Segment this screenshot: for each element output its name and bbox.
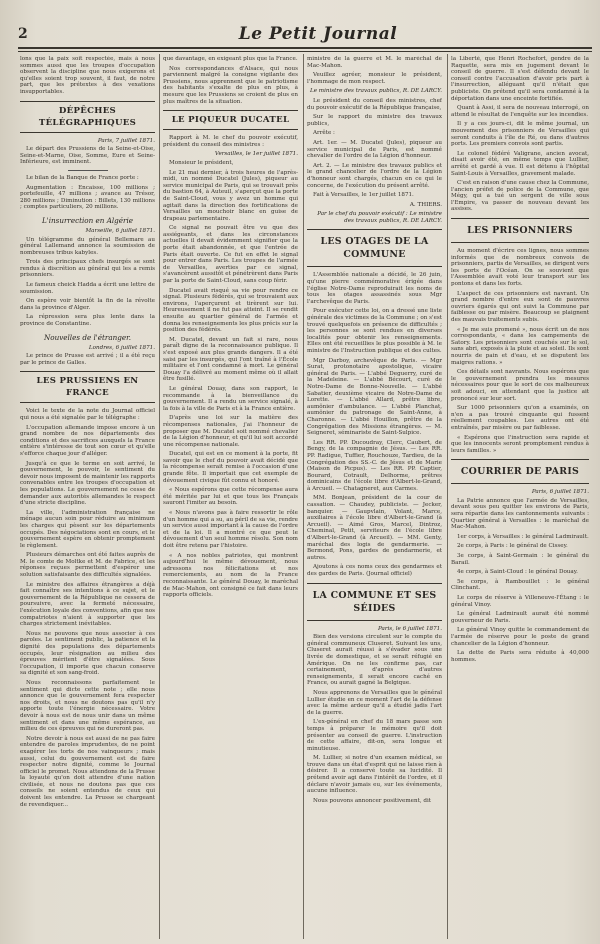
- paragraph: Le président du conseil des ministres, chef du pouvoir exécutif de la République française,: [307, 97, 442, 111]
- section-title-courrier: COURRIER DE PARIS: [451, 459, 589, 484]
- paragraph: Le général Ladmirault aurait été nommé gouverneur de Paris.: [451, 611, 589, 624]
- paragraph: On espère voir bientôt la fin de la révolte dans la province d'Alger.: [20, 298, 155, 311]
- paragraph: Ces détails sont navrants. Nous espérons que le gouvernement prendra les mesures nécessaires pour que le sort de ces malheureux soit adouci, en attendant que la justice ait prononcé sur leur sort.: [451, 369, 589, 402]
- paragraph: Ajoutons à ces noms ceux des gendarmes et des gardes de Paris. (Journal officiel): [307, 564, 442, 577]
- section-title-otages: LES OTAGES DE LA COMMUNE: [307, 229, 442, 267]
- paragraph: Jusqu'à ce que le terme en soit arrivé, le gouvernement, le pouvoir, le sentiment du devoir nous imposent de maintenir les rapports convenables entre les troupes d'occupation et les populations. Le gouvernement ne cesse de demander aux autorités allemandes le respect d'une stricte discipline.: [20, 460, 155, 507]
- column-1: [20, 56, 155, 936]
- paragraph: la Liberté, que Henri Rochefort, gendre de la Raquette, sera mis en jugement devant le conseil de guerre. Il s'est défendu devant le conseil contre l'accusation d'avoir pris part à l'insurrection, alléguant qu'il n'était que publiciste. On prétend qu'il sera condamné à la déportation dans une enceinte fortifiée.: [451, 56, 589, 102]
- paragraph: Il y a ces jours-ci, dit le même journal, un mouvement des prisonniers de Versailles qui seront conduits à l'île de Ré, ou dans d'autres ports. Les premiers convois sont partis.: [451, 121, 589, 148]
- paragraph: Veuillez agréer, monsieur le président, l'hommage de mon respect.: [307, 72, 442, 85]
- paragraph: 4e corps, à Saint-Cloud : le général Douay.: [457, 569, 578, 576]
- paragraph: D'après une loi sur la matière des récompenses nationales, j'ai l'honneur de proposer que M. Ducatel soit nommé chevalier de la Légion d'honneur, et qu'il lui soit accordé une récompense nationale.: [163, 415, 298, 448]
- paragraph: Art. 2. — Le ministre des travaux publics et le grand chancelier de l'ordre de la Légion d'honneur sont chargés, chacun en ce qui le concerne, de l'exécution du présent arrêté.: [307, 162, 442, 189]
- paragraph: Quant à Assi, il sera de nouveau interrogé, on attend le résultat de l'enquête sur les incendies.: [451, 105, 589, 118]
- paragraph: Pour exécuter cette loi, on a dressé une liste générale des victimes de la Commune ; on s'est trouvé quelquefois en présence de difficultés ; les personnes se sont rendues en diverses localités pour obtenir les renseignements. Elles ont été recueillies le plus possible à M. le ministre de l'Instruction publique et des cultes.: [307, 308, 442, 354]
- paragraph: Ducatel avait risqué sa vie pour rendre ce signal. Plusieurs fédérés, qui se trouvaient aux environs, l'aperçurent et tirèrent sur lui. Heureusement il ne fut pas atteint. Il se rendit ensuite au quartier général de l'armée et donna les renseignements les plus précis sur la position des fédérés.: [163, 287, 298, 334]
- dateline: Paris, 7 juillet 1871.: [97, 137, 155, 144]
- paragraph: M. Ducatel, devant un fait si rare, nous paraît digne de la reconnaissance publique. Il s'est exposé aux plus grands dangers. Il a été saisi par les insurgés, qui l'ont traîné à l'École militaire et l'ont condamné à mort. Le général Douay l'a délivré au moment même où il allait être fusillé.: [163, 336, 298, 383]
- signature: Le ministre des travaux publics, R. DE LARCY.: [309, 88, 442, 95]
- paragraph: 3e corps, à Saint-Germain : le général du Barail.: [451, 553, 589, 566]
- paragraph: Voici le texte de la note du Journal officiel qui nous a été signalée par le télégraphe :: [20, 408, 155, 421]
- paragraph: La dette de Paris sera réduite à 40,000 hommes.: [451, 650, 589, 663]
- paragraph: Un télégramme du général Bellemare au général Lallemand annonce la soumission de nombreuses tribus kabyles.: [20, 236, 155, 256]
- paragraph: Le bilan de la Banque de France porte :: [26, 174, 139, 181]
- paragraph: La Patrie annonce que l'armée de Versailles, devant sous peu quitter les environs de Paris, sera répartie dans les cantonnements suivants : Quartier général à Versailles : le maréchal de Mac-Mahon.: [451, 497, 589, 531]
- masthead-title: Le Petit Journal: [238, 24, 398, 44]
- paragraph: Le 21 mai dernier, à trois heures de l'après-midi, un nommé Ducatel (Jules), piqueur au service municipal de Paris, qui se trouvait près du bastion 64, à Auteuil, s'aperçut que la porte de Saint-Cloud, vous y avez un homme qui agitait dans la direction des fortifications de Versailles un mouchoir blanc en guise de drapeau parlementaire.: [163, 169, 298, 222]
- subhead-algerie: L'insurrection en Algérie: [41, 215, 134, 225]
- paragraph: « Espérons que l'instruction sera rapide et que les innocents seront promptement rendus à leurs familles. »: [451, 434, 589, 454]
- dateline: Marseille, 6 juillet 1871.: [85, 227, 155, 234]
- column-3: [307, 56, 442, 936]
- paragraph: Ducatel, qui est en ce moment à la porte, fit savoir que le chef du pouvoir avait décidé que la récompense serait remise à l'occasion d'une grande fête. Il importait que cet exemple de dévouement civique fût connu et honoré.: [163, 451, 298, 484]
- paragraph: Le fameux cheick Hadda a écrit une lettre de soumission.: [20, 282, 155, 295]
- signature: Par le chef du pouvoir exécutif : Le ministre des travaux publics, R. DE LARCY.: [317, 211, 442, 224]
- paragraph: Le prince de Prusse est arrivé ; il a été reçu par le prince de Galles.: [20, 353, 155, 366]
- paragraph: L'occupation allemande impose encore à un grand nombre de nos départements des conditions et des sacrifices auxquels la France entière s'intéresse de tout son cœur et qu'elle s'efforce chaque jour d'alléger.: [20, 424, 155, 457]
- paragraph: L'Assemblée nationale a décidé, le 26 juin, qu'une pierre commémorative érigée dans l'église Notre-Dame reproduirait les noms de tous les otages assassinés sous Mgr l'archevêque de Paris.: [307, 272, 442, 305]
- paragraph: Plusieurs démarches ont été faites auprès de M. le comte de Moltke et M. de Fabrice, et les réponses reçues permettent d'espérer une solution satisfaisante des difficultés signalées.: [20, 552, 155, 579]
- dateline: Paris, 6 juillet 1871.: [531, 489, 589, 496]
- signature: A. THIERS.: [409, 201, 442, 208]
- paragraph: Nous apprenons de Versailles que le général Lullier étudie en ce moment l'art de la défense avec la même ardeur qu'il a étudié jadis l'art de la guerre.: [307, 689, 442, 716]
- paragraph: L'ex-général en chef du 18 mars passe son temps à préparer le mémoire qu'il doit présenter au conseil de guerre. L'instruction de cette affaire, dit-on, sera longue et minutieuse.: [307, 719, 442, 752]
- paragraph: MM. Bonjean, président de la cour de cassation. — Chaudey, publiciste. — Jecker, banquier. — Gaupvlain, Volant, Marce, auxiliaires à l'école libre d'Albert-le-Grand (à Arcueil). — Aimé Gros, Marcel, Dintroz, Cheminal, Petit, serviteurs de l'école libre d'Albert-le-Grand (à Arcueil). — MM. Genty, maréchal des logis de gendarmerie. — Bermond, Pons, gardes de gendarmerie, et autres.: [307, 495, 442, 561]
- paragraph: Le départ des Prussiens de la Seine-et-Oise, Seine-et-Marne, Oise, Somme, Eure et Seine-Inférieure, est imminent.: [20, 146, 155, 166]
- page-header: [18, 26, 592, 44]
- paragraph: Arrête :: [313, 130, 335, 137]
- paragraph: Notre devoir à nous est aussi de ne pas faire entendre de paroles imprudentes, de ne point exagérer les torts de nos vainqueurs ; mais aussi, celui du gouvernement est de faire respecter notre dignité, comme le Journal officiel le promet. Nous attendons de la Prusse la loyauté qu'on doit attendre d'une nation civilisée, et nous ne doutons pas que ces conseils ne soient entendus de ceux qui doivent les entendre. La Prusse se chargeant de revendiquer...: [20, 735, 155, 808]
- paragraph: Au moment d'écrire ces lignes, nous sommes informés que de nombreux convois de prisonniers, partis de Versailles, se dirigent vers les ports de l'Océan. On se souvient que l'Assemblée avait voté leur transport sur les pontons et dans les forts.: [451, 248, 589, 288]
- dateline: Paris, le 6 juillet 1871.: [377, 625, 442, 632]
- paragraph: Le général Vinoy quitte le commandement de l'armée de réserve pour le poste de grand chancelier de la Légion d'honneur.: [451, 627, 589, 647]
- paragraph: Ce signal ne pouvait être vu que des assiégeants, et dans les circonstances actuelles il devait évidemment signifier que la porte était abandonnée, et que l'entrée de Paris était ouverte. Ce fut en effet le signal pour entrer dans Paris. Les troupes de l'armée de Versailles, averties par ce signal, s'avancèrent aussitôt et pénétrèrent dans Paris par la porte de Saint-Cloud, sans coup férir.: [163, 225, 298, 285]
- paragraph: Nos correspondances d'Alsace, qui nous parviennent malgré la consigne vigilante des Prussiens, nous apprennent que le patriotisme des habitants s'exalte de plus en plus, à mesure que les Prussiens se croient de plus en plus maîtres de la situation.: [163, 65, 298, 105]
- paragraph: L'aspect de ces prisonniers est navrant. Un grand nombre d'entre eux sont de pauvres ouvriers égarés qui ont suivi la Commune par faiblesse ou par misère. Beaucoup se plaignent des mauvais traitements subis.: [451, 290, 589, 323]
- section-title-commune: LA COMMUNE ET SES SÉIDES: [307, 583, 442, 621]
- paragraph: Les RR. PP. Ducoudray, Clerc, Caubert, de Bengy, de la compagnie de Jésus. — Les RR. PP. Radigue, Tuffier, Rouchouze, Tardieu, de la Congrégation des SS.-C. de Jésus et de Marie (Maison de Picpus). — Les RR. PP. Captier, Bourard, Cotrault, Delhorme, prêtres dominicains de l'école libre d'Albert-le-Grand, à Arcueil. — Chatagneret, aux Carmes.: [307, 439, 442, 492]
- paragraph: Le corps de réserve à Villeneuve-l'Étang : le général Vinoy.: [451, 595, 589, 608]
- column-4: [451, 56, 589, 936]
- separator: [68, 170, 108, 171]
- paragraph: La répression sera plus lente dans la province de Constantine.: [20, 314, 155, 328]
- paragraph: Rapport à M. le chef du pouvoir exécutif, président du conseil des ministres :: [163, 135, 298, 148]
- paragraph: 1er corps, à Versailles : le général Ladmirault.: [457, 533, 589, 540]
- paragraph: Fait à Versailles, le 1er juillet 1871.: [313, 192, 414, 199]
- column-divider: [447, 54, 448, 939]
- paragraph: Le colonel fédéré Valigrane, ancien avocat, disait avoir été, en même temps que Lullier, arrêté et gardé à vue. Il est détenu à l'hôpital Saint-Louis à Versailles, gravement malade.: [451, 150, 589, 177]
- page-number: 2: [18, 26, 28, 42]
- paragraph: « Je me suis promené », nous écrit un de nos correspondants, « dans les campements de Satory. Les prisonniers sont couchés sur le sol, sans abri, exposés à la pluie et au soleil. Ils sont nourris de pain et d'eau, et se disputent les maigres rations. »: [451, 326, 589, 366]
- column-divider: [303, 54, 304, 939]
- paragraph: « A nos nobles patriotes, qui montrent aujourd'hui le même dévouement, nous adressons nos félicitations et nos remerciements, au nom de la France reconnaissante. Le général Douay, le maréchal de Mac-Mahon, ont consigné ce fait dans leurs rapports officiels.: [163, 552, 298, 599]
- paragraph: « Nous espérons que cette récompense aura été méritée par lui et que tous les Français sauront l'imiter au besoin.: [163, 487, 298, 507]
- paragraph: 5e corps, à Rambouillet : le général Clinchant.: [451, 578, 589, 592]
- paragraph: Monsieur le président,: [169, 159, 234, 166]
- paragraph: ministre de la guerre et M. le maréchal de Mac-Mahon.: [307, 56, 442, 69]
- paragraph: Sur le rapport du ministre des travaux publics,: [307, 114, 442, 127]
- paragraph: que davantage, en exigeant plus que la France.: [163, 56, 298, 62]
- section-title-depeches: DÉPÊCHES TÉLÉGRAPHIQUES: [20, 101, 155, 133]
- paragraph: Art. 1er. — M. Ducatel (Jules), piqueur au service municipal de Paris, est nommé chevalier de l'ordre de la Légion d'honneur.: [307, 139, 442, 160]
- dateline: Versailles, le 1er juillet 1871.: [214, 151, 298, 158]
- paragraph: La ville, l'administration française ne ménage aucun soin pour réduire au minimum les charges qui pèsent sur les départements occupés. Des négociations sont en cours, et le gouvernement espère en obtenir promptement le règlement.: [20, 509, 155, 549]
- paragraph: Nous reconnaissons parfaitement le sentiment qui dicte cette note ; elle nous annonce que le gouvernement fera respecter nos droits, et nous ne doutons pas qu'il n'y apporte toute l'énergie nécessaire. Votre devoir à nous est de nous unir dans un même sentiment et dans une même espérance, au milieu de ces épreuves qui ne dureront pas.: [20, 679, 155, 733]
- paragraph: lons que la paix soit respectée, mais à nous sommes aussi que les troupes d'occupation observent la discipline que nous exigerons et qu'elles soient trop souvent, il faut, de notre part, que les prétextes à des vexations insupportables.: [20, 56, 155, 95]
- paragraph: Bien des versions circulent sur le compte du général communeux Cluseret. Suivant les uns, Cluseret aurait réussi à s'évader sous une livrée de domestique, et se serait réfugié en Amérique. On ne les confirme pas, car certainement, d'après d'autres renseignements, il serait encore caché en France, ou aurait gagné la Belgique.: [307, 634, 442, 687]
- paragraph: Nous pouvons annoncer positivement, dit: [313, 797, 432, 804]
- dateline: Londres, 6 juillet 1871.: [88, 344, 155, 351]
- paragraph: M. Lullier, si notre d'un examen médical, se trouve dans un état d'esprit qui ne laisse rien à désirer. Il a conservé toute sa lucidité. Il prétend avoir agi dans l'intérêt de l'ordre, et il déclare n'avoir jamais eu, sur les événements, aucune influence.: [307, 755, 442, 795]
- section-title-piqueur: LE PIQUEUR DUCATEL: [163, 110, 298, 130]
- paragraph: Nous ne pouvons que nous associer à ces paroles. Le sentiment public, la patience et la dignité des populations des départements occupés, leur résignation au milieu des épreuves méritent d'être signalées. Sous l'occupation, il importe que chacun conserve sa dignité et son sang-froid.: [20, 630, 155, 677]
- header-rule: [18, 47, 592, 49]
- paragraph: Augmentation : Encaisse, 100 millions ; portefeuille, 47 millions ; avance au Trésor, 280 millions ; Diminution : Billets, 130 millions ; comptes particuliers, 20 millions.: [20, 184, 155, 211]
- paragraph: Trois des principaux chefs insurgés se sont rendus à discrétion au général qui les a remis prisonniers.: [20, 259, 155, 279]
- column-divider: [159, 54, 160, 939]
- section-title-prisonniers: LES PRISONNIERS: [451, 218, 589, 243]
- paragraph: C'est en raison d'une cause chez la Commune, l'ancien préfet de police de la Commune, que Mégy, qui a tué un sergent de ville sous l'Empire, va passer de nouveau devant les assises.: [451, 180, 589, 213]
- paragraph: Sur 1000 prisonniers qu'on a examinés, on n'en a pas trouvé cinquante qui fussent réellement coupables. Les autres ont été entraînés, par misère ou par faiblesse.: [451, 405, 589, 431]
- header-rule-thin: [18, 51, 592, 52]
- paragraph: Mgr Darboy, archevêque de Paris. — Mgr Surat, protonotaire apostolique, vicaire général de Paris. — L'abbé Deguerry, curé de la Madeleine. — L'abbé Bécourt, curé de Notre-Dame de Bonne-Nouvelle. — L'abbé Sabatier, deuxième vicaire de Notre-Dame de Lorette. — L'abbé Allard, prêtre libre, aumônier d'ambulance. — L'abbé Planchat, aumônier du patronage de Saint-Anne, à Charonne. — L'abbé Houillon, prêtre de la Congrégation des Missions étrangères. — M. Seigneret, séminariste de Saint-Sulpice.: [307, 357, 442, 437]
- paragraph: 2e corps, à Paris : le général de Cissey.: [457, 543, 568, 550]
- paragraph: Le général Douay, dans son rapport, le recommande à la bienveillance du gouvernement. Il a rendu un service signalé, à la fois à la ville de Paris et à la France entière.: [163, 385, 298, 412]
- subhead-etranger: Nouvelles de l'étranger.: [43, 332, 132, 342]
- section-title-prussiens: LES PRUSSIENS EN FRANCE: [20, 371, 155, 403]
- column-2: [163, 56, 298, 936]
- paragraph: Le ministre des affaires étrangères a déjà fait connaître ses intentions à ce sujet, et le gouvernement de la République ne cessera de poursuivre, avec la fermeté nécessaire, l'exécution loyale des conventions, afin que nos compatriotes n'aient à supporter que les charges strictement inévitables.: [20, 581, 155, 628]
- paragraph: « Nous n'avons pas à faire ressortir le rôle d'un homme qui a su, au péril de sa vie, rendre un service aussi important à la cause de l'ordre et de la loi. Il a montré ce que peut le dévouement d'un seul homme résolu. Son nom doit être retenu par l'histoire.: [163, 510, 298, 549]
